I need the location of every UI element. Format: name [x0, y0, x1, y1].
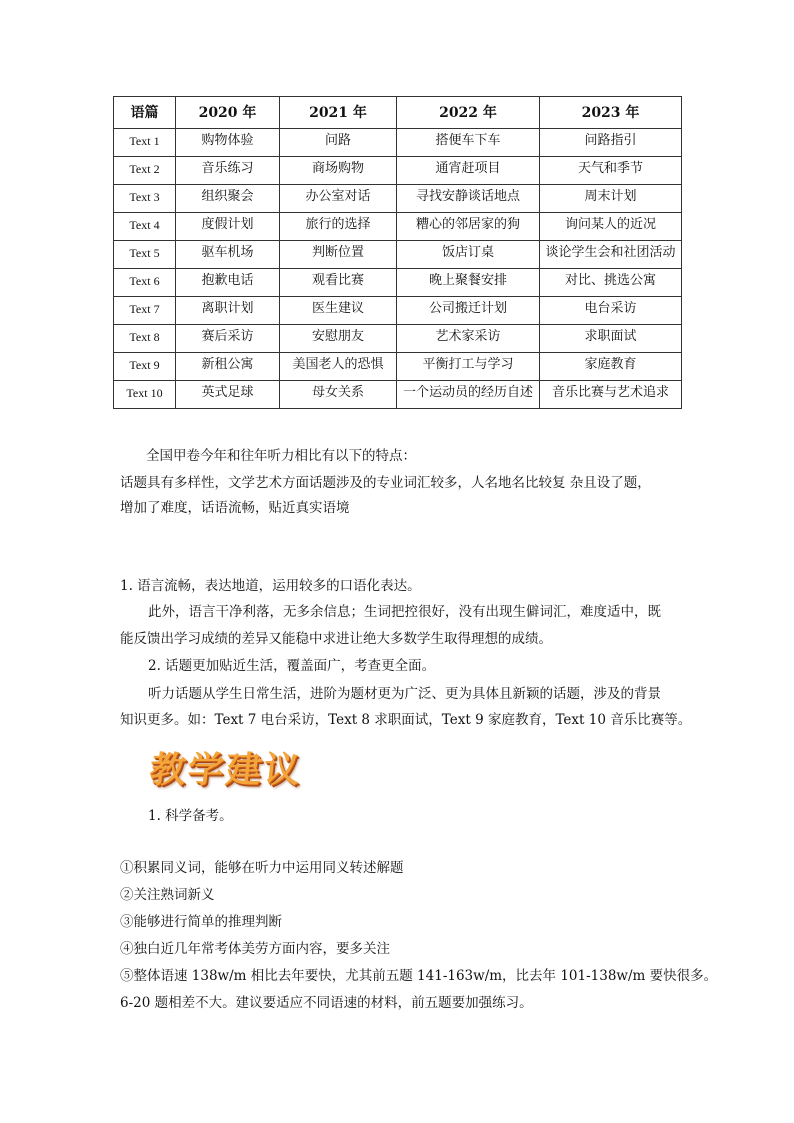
table-cell: 家庭教育 [540, 353, 682, 381]
table-row [114, 185, 682, 213]
intro-line: 增加了难度，话语流畅，贴近真实语境 [120, 500, 350, 516]
table-row [114, 297, 682, 325]
point-2-title: 2. 话题更加贴近生活，覆盖面广，考查更全面。 [148, 658, 436, 674]
table-cell: 平衡打工与学习 [397, 353, 540, 381]
table-cell: 音乐比赛与艺术追求 [540, 381, 682, 409]
header-cell: 语篇 [114, 97, 176, 129]
text-label-cell: Text 5 [114, 241, 176, 269]
table-cell: 糟心的邻居家的狗 [397, 213, 540, 241]
table-cell: 周末计划 [540, 185, 682, 213]
header-cell: 2020 年 [176, 97, 280, 129]
table-row [114, 213, 682, 241]
table-cell: 新租公寓 [176, 353, 280, 381]
point-1-title: 1. 语言流畅，表达地道，运用较多的口语化表达。 [120, 578, 421, 594]
table-cell: 电台采访 [540, 297, 682, 325]
listening-topics-table [113, 96, 682, 409]
table-cell: 晚上聚餐安排 [397, 269, 540, 297]
paragraph-line: 此外，语言干净利落，无多余信息；生词把控很好，没有出现生僻词汇，难度适中，既 [148, 604, 661, 620]
table-cell: 办公室对话 [280, 185, 397, 213]
paragraph-line: 听力话题从学生日常生活，进阶为题材更为广泛、更为具体且新颖的话题，涉及的背景 [148, 686, 661, 702]
advice-item: ①积累同义词，能够在听力中运用同义转述解题 [120, 860, 404, 876]
table-cell: 问路 [280, 129, 397, 157]
advice-item: ③能够进行简单的推理判断 [120, 914, 282, 930]
advice-item: ②关注熟词新义 [120, 887, 215, 903]
teaching-advice-heading: 教学建议 [147, 749, 304, 791]
table-cell: 寻找安静谈话地点 [397, 185, 540, 213]
text-label-cell: Text 2 [114, 157, 176, 185]
table-cell: 天气和季节 [540, 157, 682, 185]
advice-item: 6-20 题相差不大。建议要适应不同语速的材料，前五题要加强练习。 [120, 995, 533, 1011]
text-label-cell: Text 8 [114, 325, 176, 353]
table-header-row [114, 97, 682, 129]
table-cell: 美国老人的恐惧 [280, 353, 397, 381]
table-cell: 离职计划 [176, 297, 280, 325]
header-cell: 2021 年 [280, 97, 397, 129]
header-cell: 2022 年 [397, 97, 540, 129]
paragraph-line: 知识更多。如：Text 7 电台采访，Text 8 求职面试，Text 9 家庭教育，Text 10 音乐比赛等。 [120, 712, 692, 728]
table-cell: 对比、挑选公寓 [540, 269, 682, 297]
table-cell: 观看比赛 [280, 269, 397, 297]
intro-line: 全国甲卷今年和往年听力相比有以下的特点： [146, 448, 416, 464]
table-cell: 组织聚会 [176, 185, 280, 213]
text-label-cell: Text 4 [114, 213, 176, 241]
header-cell: 2023 年 [540, 97, 682, 129]
table-cell: 询问某人的近况 [540, 213, 682, 241]
table-row [114, 325, 682, 353]
table-cell: 度假计划 [176, 213, 280, 241]
table-cell: 驱车机场 [176, 241, 280, 269]
table-row [114, 353, 682, 381]
text-label-cell: Text 10 [114, 381, 176, 409]
table-cell: 抱歉电话 [176, 269, 280, 297]
table-cell: 谈论学生会和社团活动 [540, 241, 682, 269]
table-row [114, 129, 682, 157]
text-label-cell: Text 3 [114, 185, 176, 213]
table-row [114, 241, 682, 269]
table-cell: 判断位置 [280, 241, 397, 269]
table-cell: 英式足球 [176, 381, 280, 409]
text-label-cell: Text 1 [114, 129, 176, 157]
paragraph-line: 能反馈出学习成绩的差异又能稳中求进让绝大多数学生取得理想的成绩。 [120, 631, 552, 647]
table-cell: 母女关系 [280, 381, 397, 409]
table-cell: 问路指引 [540, 129, 682, 157]
table-cell: 安慰朋友 [280, 325, 397, 353]
text-label-cell: Text 6 [114, 269, 176, 297]
table-cell: 通宵赶项目 [397, 157, 540, 185]
advice-item: ④独白近几年常考体美劳方面内容，要多关注 [120, 941, 390, 957]
table-cell: 音乐练习 [176, 157, 280, 185]
text-label-cell: Text 7 [114, 297, 176, 325]
table-cell: 购物体验 [176, 129, 280, 157]
table-cell: 搭便车下车 [397, 129, 540, 157]
table-cell: 赛后采访 [176, 325, 280, 353]
advice-item: ⑤整体语速 138w/m 相比去年要快，尤其前五题 141-163w/m，比去年 101-138w/m 要快很多。 [120, 968, 718, 984]
table-cell: 一个运动员的经历自述 [397, 381, 540, 409]
table-cell: 公司搬迁计划 [397, 297, 540, 325]
text-label-cell: Text 9 [114, 353, 176, 381]
table-cell: 商场购物 [280, 157, 397, 185]
table-cell: 医生建议 [280, 297, 397, 325]
table-cell: 求职面试 [540, 325, 682, 353]
table-cell: 艺术家采访 [397, 325, 540, 353]
table-row [114, 157, 682, 185]
advice-section-title: 1. 科学备考。 [148, 808, 233, 824]
table-cell: 旅行的选择 [280, 213, 397, 241]
table-cell: 饭店订桌 [397, 241, 540, 269]
table-row [114, 269, 682, 297]
table-row [114, 381, 682, 409]
intro-line: 话题具有多样性，文学艺术方面话题涉及的专业词汇较多，人名地名比较复 杂且设了题， [120, 475, 651, 491]
